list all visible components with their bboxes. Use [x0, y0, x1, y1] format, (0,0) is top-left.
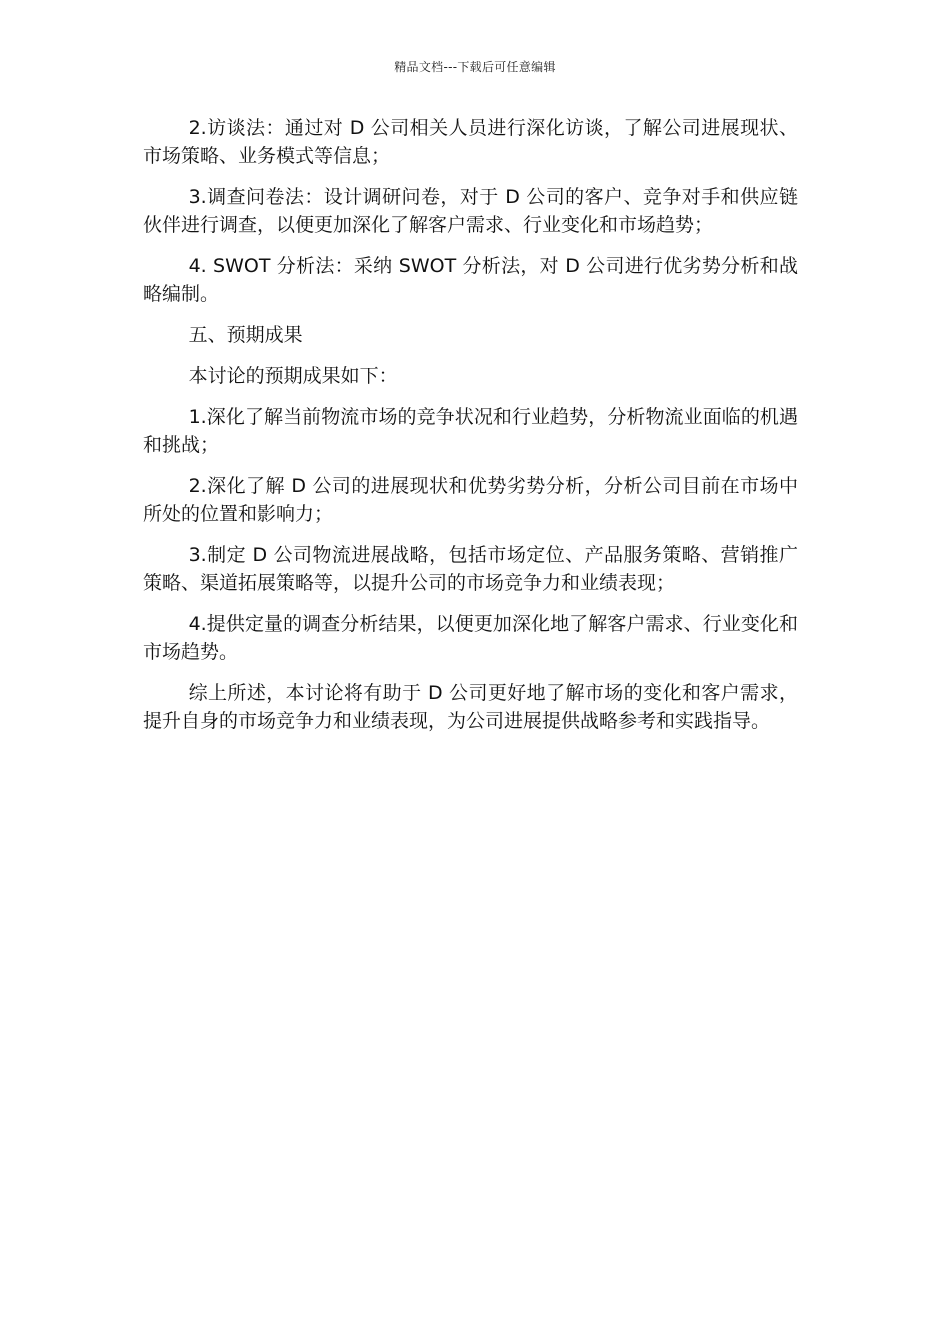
paragraph-interview-method: 2.访谈法：通过对 D 公司相关人员进行深化访谈，了解公司进展现状、市场策略、业务模式等信息； — [143, 117, 798, 167]
page-header: 精品文档---下载后可任意编辑 — [394, 60, 556, 74]
paragraph-result-2: 2.深化了解 D 公司的进展现状和优势劣势分析，分析公司目前在市场中所处的位置和影响力； — [143, 475, 798, 525]
paragraph-result-3: 3.制定 D 公司物流进展战略，包括市场定位、产品服务策略、营销推广策略、渠道拓展策略等，以提升公司的市场竞争力和业绩表现； — [143, 544, 798, 594]
paragraph-questionnaire-method: 3.调查问卷法：设计调研问卷，对于 D 公司的客户、竞争对手和供应链伙伴进行调查，以便更加深化了解客户需求、行业变化和市场趋势； — [143, 186, 798, 236]
document-body — [143, 114, 798, 748]
paragraph-swot-method: 4. SWOT 分析法：采纳 SWOT 分析法，对 D 公司进行优劣势分析和战略编制。 — [143, 255, 798, 305]
paragraph-results-intro: 本讨论的预期成果如下： — [188, 365, 398, 387]
paragraph-conclusion: 综上所述，本讨论将有助于 D 公司更好地了解市场的变化和客户需求，提升自身的市场竞争力和业绩表现，为公司进展提供战略参考和实践指导。 — [143, 682, 798, 732]
paragraph-result-4: 4.提供定量的调查分析结果，以便更加深化地了解客户需求、行业变化和市场趋势。 — [143, 613, 798, 663]
section-heading-expected-results: 五、预期成果 — [188, 324, 303, 346]
paragraph-result-1: 1.深化了解当前物流市场的竞争状况和行业趋势，分析物流业面临的机遇和挑战； — [143, 406, 798, 456]
